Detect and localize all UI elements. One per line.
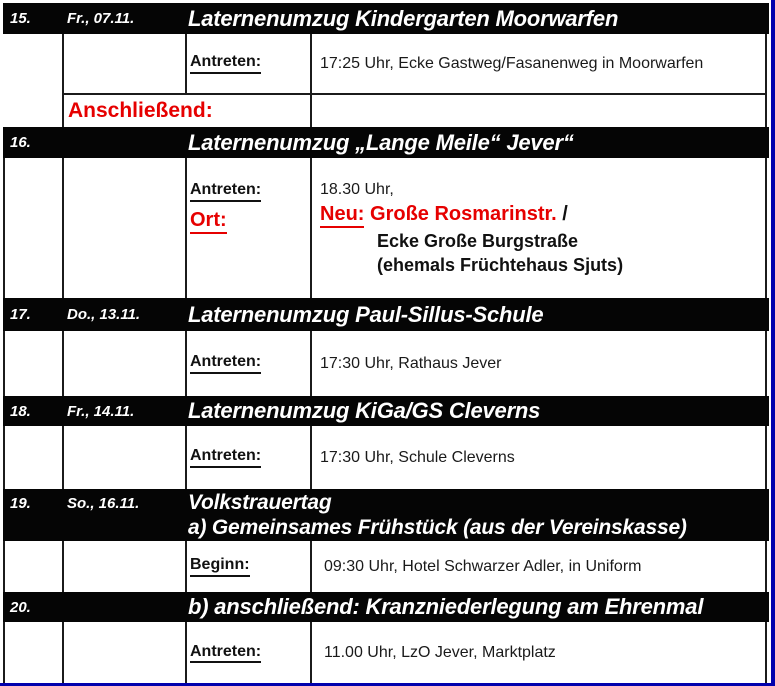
- event-18-number-cell: [3, 426, 62, 489]
- antreten-label: Antreten:: [190, 643, 261, 664]
- event-16-header-bar: [3, 127, 769, 158]
- event-16-location-line: [320, 203, 765, 228]
- event-17-date-cell: [62, 331, 185, 396]
- event-19-date: So., 16.11.: [67, 495, 140, 512]
- event-20-date-cell: [62, 622, 185, 684]
- event-18-date: Fr., 14.11.: [67, 402, 135, 420]
- event-20-number: 20.: [10, 598, 31, 616]
- event-19-meeting-info: 09:30 Uhr, Hotel Schwarzer Adler, in Uniform: [324, 557, 642, 575]
- event-19-detail-row: [3, 541, 767, 592]
- event-19-number-cell: [3, 541, 62, 592]
- event-16-title: Laternenumzug „Lange Meile“ Jever“: [188, 129, 574, 155]
- event-20-header-bar: [3, 592, 769, 622]
- antreten-label: Antreten:: [190, 181, 261, 202]
- event-18-number: 18.: [10, 402, 31, 420]
- event-20-title: b) anschließend: Kranzniederlegung am Ehrenmal: [188, 594, 704, 619]
- blue-frame-right: [771, 0, 775, 686]
- event-15-number-cell: [3, 34, 62, 95]
- event-16-text-cell: [310, 158, 767, 298]
- event-20-detail-row: [3, 622, 767, 684]
- event-18-detail-row: [3, 426, 767, 489]
- event-17-number-cell: [3, 331, 62, 396]
- event-16-number: 16.: [10, 134, 31, 151]
- event-16-date-cell: [62, 158, 185, 298]
- event-17-date: Do., 13.11.: [67, 306, 141, 323]
- event-15-text-cell: [310, 34, 767, 95]
- event-17-detail-row: [3, 331, 767, 396]
- note-empty-cell: [310, 95, 767, 127]
- event-15-note-row: [3, 95, 767, 127]
- event-16-label-cell: [185, 158, 310, 298]
- anschliessend-note: Anschließend:: [68, 99, 213, 122]
- event-15-date-cell: [62, 34, 185, 95]
- event-16-meeting-time: 18.30 Uhr,: [320, 181, 394, 198]
- note-number-cell: [3, 95, 62, 127]
- event-19-title: [188, 490, 687, 540]
- event-18-label-cell: [185, 426, 310, 489]
- event-16-location-line2: Ecke Große Burgstraße: [377, 231, 579, 251]
- event-20-meeting-info: 11.00 Uhr, LzO Jever, Marktplatz: [324, 644, 556, 661]
- event-17-number: 17.: [10, 306, 31, 323]
- event-15-date: Fr., 07.11.: [67, 10, 135, 27]
- event-16-number-cell: [3, 158, 62, 298]
- event-15-meeting-info: 17:25 Uhr, Ecke Gastweg/Fasanenweg in Moorwarfen: [320, 54, 704, 72]
- antreten-label: Antreten:: [190, 353, 261, 374]
- street-name-red: Große Rosmarinstr.: [370, 203, 557, 225]
- event-16-location-line3: (ehemals Früchtehaus Sjuts): [377, 255, 624, 275]
- event-17-title: Laternenumzug Paul-Sillus-Schule: [188, 301, 544, 327]
- ort-label: Ort:: [190, 209, 227, 234]
- antreten-label: Antreten:: [190, 447, 261, 468]
- event-20-text-cell: [310, 622, 767, 684]
- event-18-text-cell: [310, 426, 767, 489]
- event-18-title: Laternenumzug KiGa/GS Cleverns: [188, 398, 541, 423]
- event-15-detail-row: [3, 34, 767, 95]
- event-20-number-cell: [3, 622, 62, 684]
- event-19-date-cell: [62, 541, 185, 592]
- event-19-title-line2: a) Gemeinsames Frühstück (aus der Vereinskasse): [188, 516, 687, 539]
- event-19-text-cell: [310, 541, 767, 592]
- event-19-label-cell: [185, 541, 310, 592]
- event-18-date-cell: [62, 426, 185, 489]
- antreten-label: Antreten:: [190, 53, 261, 74]
- event-15-title: Laternenumzug Kindergarten Moorwarfen: [188, 5, 619, 31]
- event-17-label-cell: [185, 331, 310, 396]
- event-18-meeting-info: 17:30 Uhr, Schule Cleverns: [320, 448, 515, 466]
- event-19-header-bar: [3, 489, 769, 541]
- event-17-text-cell: [310, 331, 767, 396]
- event-20-label-cell: [185, 622, 310, 684]
- event-15-label-cell: [185, 34, 310, 95]
- event-16-detail-row: [3, 158, 767, 298]
- event-17-meeting-info: 17:30 Uhr, Rathaus Jever: [320, 354, 502, 372]
- event-19-title-line1: Volkstrauertag: [188, 491, 332, 514]
- event-15-header-bar: [3, 3, 769, 34]
- note-cell: [62, 95, 310, 127]
- event-15-number: 15.: [10, 10, 31, 27]
- event-18-header-bar: [3, 396, 769, 426]
- street-separator: /: [562, 203, 568, 225]
- event-19-number: 19.: [10, 495, 31, 512]
- event-17-header-bar: [3, 298, 769, 331]
- beginn-label: Beginn:: [190, 556, 250, 577]
- neu-highlight: Neu:: [320, 203, 364, 228]
